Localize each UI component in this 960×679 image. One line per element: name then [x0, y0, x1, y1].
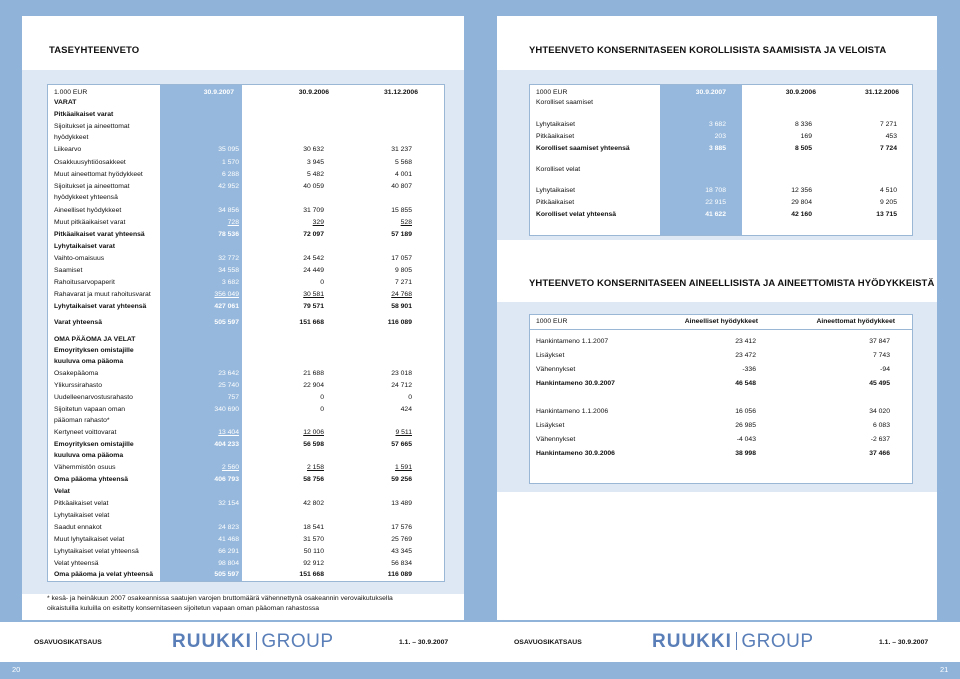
- column-2006-year-end: 31.12.2006: [383, 89, 418, 96]
- cell-c2: 24 542: [303, 255, 324, 262]
- cell-c1: 42 952: [218, 183, 239, 190]
- cell-c2: 3 945: [306, 159, 324, 166]
- cell-c1: 26 985: [735, 422, 756, 429]
- row-label: Saadut ennakot: [54, 524, 102, 531]
- cell-c1: 3 682: [221, 279, 239, 286]
- row-label: kuuluva oma pääoma: [54, 358, 124, 365]
- cell-c2: 2 158: [306, 464, 324, 471]
- cell-c3: 17 576: [391, 524, 412, 531]
- cell-c1: 505 597: [214, 319, 239, 326]
- row-label: Lyhytaikaiset: [536, 121, 576, 128]
- page-title: TASEYHTEENVETO: [49, 45, 140, 56]
- cell-c1: 22 915: [705, 199, 726, 206]
- row-label: Hankintameno 1.1.2007: [536, 338, 609, 345]
- cell-c2: 30 632: [303, 146, 324, 153]
- cell-c1: 3 682: [708, 121, 726, 128]
- assets-panel: [497, 302, 937, 492]
- cell-c1: 18 708: [705, 187, 726, 194]
- row-label: Liikearvo: [54, 146, 82, 153]
- row-label: Pitkäaikaiset varat: [54, 111, 114, 118]
- cell-c3: 17 057: [391, 255, 412, 262]
- row-label: Vaihto-omaisuus: [54, 255, 105, 262]
- row-label: Oma pääoma yhteensä: [54, 476, 129, 483]
- row-label: Lyhytaikaiset varat yhteensä: [54, 303, 147, 310]
- footnote: [47, 594, 447, 614]
- row-label: Lyhytaikaiset velat: [54, 512, 110, 519]
- row-label: Velat yhteensä: [54, 560, 99, 567]
- cell-c3: 58 901: [391, 303, 412, 310]
- row-label: Sijoitukset ja aineettomat: [54, 123, 130, 130]
- row-label: Emoyrityksen omistajille: [54, 347, 134, 354]
- cell-c3: 9 805: [394, 267, 412, 274]
- cell-c1: 23 642: [218, 370, 239, 377]
- cell-c3: 24 768: [391, 291, 412, 298]
- unit-label: 1000 EUR: [536, 318, 568, 325]
- unit-label: 1.000 EUR: [54, 89, 88, 96]
- logo-word: RUUKKI: [172, 631, 252, 652]
- cell-c1: 203: [714, 133, 726, 140]
- cell-c2: 30 581: [303, 291, 324, 298]
- cell-c3: 0: [408, 394, 412, 401]
- cell-c2: 40 059: [303, 183, 324, 190]
- row-label: Lyhytaikaiset velat yhteensä: [54, 548, 139, 555]
- row-label: Pitkäaikaiset velat: [54, 500, 109, 507]
- cell-c3: 424: [400, 406, 412, 413]
- cell-c3: 4 510: [879, 187, 897, 194]
- cell-c1: -4 043: [736, 436, 756, 443]
- left-page: [22, 16, 464, 620]
- cell-c1: 32 154: [218, 500, 239, 507]
- row-label: Varat yhteensä: [54, 319, 102, 326]
- right-page: [497, 16, 937, 620]
- cell-c1: 23 472: [735, 352, 756, 359]
- row-label: Vähennykset: [536, 436, 576, 443]
- column-2007: 30.9.2007: [203, 89, 234, 96]
- row-label: Lyhytaikaiset: [536, 187, 576, 194]
- cell-c1: 34 558: [218, 267, 239, 274]
- section-title-assets: YHTEENVETO KONSERNITASEEN AINEELLISISTA JA AINEETTOMISTA HYÖDYKKEISTÄ: [529, 278, 935, 289]
- cell-c1: 6 288: [221, 171, 239, 178]
- cell-c2: 45 495: [869, 380, 890, 387]
- cell-c2: 24 449: [303, 267, 324, 274]
- cell-c3: 5 568: [394, 159, 412, 166]
- row-label: Muut aineettomat hyödykkeet: [54, 171, 143, 178]
- cell-c1: 66 291: [218, 548, 239, 555]
- cell-c2: 329: [312, 219, 324, 226]
- page-number-right: 21: [940, 665, 949, 674]
- cell-c2: 58 756: [303, 476, 324, 483]
- row-label: Lisäykset: [536, 352, 565, 359]
- row-label: OMA PÄÄOMA JA VELAT: [54, 336, 136, 343]
- row-label: Muut lyhytaikaiset velat: [54, 536, 125, 543]
- cell-c3: 23 018: [391, 370, 412, 377]
- column-2007: 30.9.2007: [695, 89, 726, 96]
- balance-table: [47, 84, 445, 582]
- row-label: Korolliset saamiset: [536, 99, 594, 106]
- logo-word: RUUKKI: [652, 631, 732, 652]
- row-label: hyödykkeet yhteensä: [54, 194, 118, 201]
- cell-c3: 15 855: [391, 207, 412, 214]
- row-label: Hankintameno 30.9.2007: [536, 380, 615, 387]
- row-label: Emoyrityksen omistajille: [54, 441, 134, 448]
- cell-c3: 25 769: [391, 536, 412, 543]
- cell-c1: 46 548: [735, 380, 756, 387]
- row-label: Saamiset: [54, 267, 83, 274]
- footer-period: 1.1. – 30.9.2007: [399, 639, 449, 646]
- cell-c2: 7 743: [872, 352, 890, 359]
- row-label: Velat: [54, 488, 70, 495]
- logo-word: GROUP: [741, 631, 814, 652]
- cell-c3: 7 724: [879, 145, 897, 152]
- cell-c1: 98 804: [218, 560, 239, 567]
- cell-c2: 92 912: [303, 560, 324, 567]
- cell-c3: 13 489: [391, 500, 412, 507]
- row-label: Rahavarat ja muut rahoitusvarat: [54, 291, 151, 298]
- cell-c2: 12 356: [791, 187, 812, 194]
- cell-c1: 41 468: [218, 536, 239, 543]
- row-label: Lyhytaikaiset varat: [54, 243, 115, 250]
- row-label: Sijoitukset ja aineettomat: [54, 183, 130, 190]
- cell-c1: 1 570: [221, 159, 239, 166]
- cell-c2: 50 110: [303, 548, 324, 555]
- cell-c1: 2 560: [221, 464, 239, 471]
- cell-c2: 151 668: [299, 319, 324, 326]
- cell-c3: 56 834: [391, 560, 412, 567]
- cell-c1: 406 793: [214, 476, 239, 483]
- cell-c2: 0: [320, 394, 324, 401]
- row-label: Uudelleenarvostusrahasto: [54, 394, 133, 401]
- cell-c2: 8 336: [794, 121, 812, 128]
- cell-c2: 5 482: [306, 171, 324, 178]
- cell-c3: 7 271: [394, 279, 412, 286]
- column-tangible: Aineelliset hyödykkeet: [684, 318, 758, 325]
- cell-c1: 41 622: [705, 211, 726, 218]
- row-label: hyödykkeet: [54, 134, 89, 141]
- cell-c2: 169: [800, 133, 812, 140]
- cell-c2: -2 637: [870, 436, 890, 443]
- interest-table: [529, 84, 913, 236]
- cell-c3: 1 591: [394, 464, 412, 471]
- cell-c2: 31 570: [303, 536, 324, 543]
- row-label: kuuluva oma pääoma: [54, 452, 124, 459]
- cell-c2: 0: [320, 279, 324, 286]
- row-label: Vähemmistön osuus: [54, 464, 116, 471]
- interest-panel: [497, 70, 937, 240]
- cell-c2: 18 541: [303, 524, 324, 531]
- row-label: Korolliset velat yhteensä: [536, 211, 617, 218]
- footer-left: [0, 622, 480, 662]
- header-divider: [530, 329, 912, 330]
- cell-c1: 356 049: [214, 291, 239, 298]
- cell-c1: 3 885: [708, 145, 726, 152]
- row-label: Sijoitetun vapaan oman: [54, 406, 126, 413]
- cell-c1: 23 412: [735, 338, 756, 345]
- row-label: Hankintameno 1.1.2006: [536, 408, 609, 415]
- cell-c2: 0: [320, 406, 324, 413]
- balance-panel: [22, 70, 464, 594]
- row-label: Rahoitusarvopaperit: [54, 279, 115, 286]
- cell-c2: 12 006: [303, 429, 324, 436]
- cell-c2: 42 802: [303, 500, 324, 507]
- cell-c2: 56 598: [303, 441, 324, 448]
- cell-c1: 78 536: [218, 231, 239, 238]
- cell-c3: 57 189: [391, 231, 412, 238]
- footer-right: [480, 622, 960, 662]
- cell-c3: 116 089: [387, 571, 412, 578]
- footer-period: 1.1. – 30.9.2007: [879, 639, 929, 646]
- cell-c3: 59 256: [391, 476, 412, 483]
- logo-divider: [736, 632, 738, 650]
- cell-c2: 31 709: [303, 207, 324, 214]
- row-label: pääoman rahasto*: [54, 417, 110, 424]
- row-label: Ylikurssirahasto: [54, 382, 102, 389]
- cell-c1: 34 856: [218, 207, 239, 214]
- cell-c3: 9 205: [879, 199, 897, 206]
- row-label: Pitkäaikaiset: [536, 133, 575, 140]
- cell-c2: 79 571: [303, 303, 324, 310]
- cell-c3: 9 511: [395, 429, 412, 436]
- row-label: VARAT: [54, 99, 77, 106]
- footnote-line: * kesä- ja heinäkuun 2007 osakeannissa saatujen varojen bruttomäärä vähennettynä osakeannin verovaikutuksella: [47, 595, 393, 602]
- cell-c2: 72 097: [303, 231, 324, 238]
- row-label: Korolliset saamiset yhteensä: [536, 145, 630, 152]
- cell-c2: 8 505: [794, 145, 812, 152]
- row-label: Korolliset velat: [536, 166, 581, 173]
- section-title-interest: YHTEENVETO KONSERNITASEEN KOROLLISISTA SAAMISISTA JA VELOISTA: [529, 45, 887, 56]
- cell-c2: -94: [880, 366, 890, 373]
- cell-c2: 6 083: [872, 422, 890, 429]
- row-label: Muut pitkäaikaiset varat: [54, 219, 126, 226]
- cell-c1: 757: [227, 394, 239, 401]
- row-label: Pitkäaikaiset: [536, 199, 575, 206]
- row-label: Kertyneet voittovarat: [54, 429, 117, 436]
- footer-report-label: OSAVUOSIKATSAUS: [514, 639, 582, 646]
- column-2006: 30.9.2006: [298, 89, 329, 96]
- cell-c2: 37 466: [869, 450, 890, 457]
- ruukki-group-logo: [652, 631, 814, 653]
- cell-c2: 34 020: [869, 408, 890, 415]
- row-label: Aineelliset hyödykkeet: [54, 207, 122, 214]
- highlight-column: [660, 85, 742, 235]
- cell-c1: 427 061: [214, 303, 239, 310]
- footnote-line: oikaistuilla kuluilla on esitetty konsernitaseen sijoitetun vapaan oman pääoman rahastossa: [47, 605, 320, 612]
- cell-c3: 43 345: [391, 548, 412, 555]
- logo-word: GROUP: [261, 631, 334, 652]
- cell-c2: 151 668: [299, 571, 324, 578]
- cell-c1: 13 404: [218, 429, 239, 436]
- cell-c1: 24 823: [218, 524, 239, 531]
- cell-c3: 24 712: [391, 382, 412, 389]
- cell-c1: 728: [227, 219, 239, 226]
- cell-c1: 32 772: [218, 255, 239, 262]
- footer-report-label: OSAVUOSIKATSAUS: [34, 639, 102, 646]
- cell-c3: 57 665: [391, 441, 412, 448]
- page-number-left: 20: [12, 665, 21, 674]
- cell-c3: 31 237: [391, 146, 412, 153]
- row-label: Lisäykset: [536, 422, 565, 429]
- cell-c2: 37 847: [869, 338, 890, 345]
- cell-c3: 116 089: [387, 319, 412, 326]
- cell-c1: 404 233: [214, 441, 239, 448]
- row-label: Oma pääoma ja velat yhteensä: [54, 571, 153, 578]
- row-label: Hankintameno 30.9.2006: [536, 450, 615, 457]
- cell-c1: 16 056: [735, 408, 756, 415]
- cell-c1: 25 740: [218, 382, 239, 389]
- cell-c3: 4 001: [394, 171, 412, 178]
- row-label: Vähennykset: [536, 366, 576, 373]
- logo-divider: [256, 632, 258, 650]
- column-intangible: Aineettomat hyödykkeet: [816, 318, 895, 325]
- column-2006-year-end: 31.12.2006: [864, 89, 899, 96]
- cell-c2: 29 804: [791, 199, 812, 206]
- unit-label: 1000 EUR: [536, 89, 568, 96]
- cell-c3: 528: [400, 219, 412, 226]
- cell-c3: 40 807: [391, 183, 412, 190]
- cell-c1: -336: [742, 366, 756, 373]
- cell-c3: 13 715: [876, 211, 897, 218]
- cell-c1: 505 597: [214, 571, 239, 578]
- cell-c1: 38 998: [735, 450, 756, 457]
- cell-c1: 340 690: [214, 406, 239, 413]
- cell-c2: 21 688: [303, 370, 324, 377]
- row-label: Pitkäaikaiset varat yhteensä: [54, 231, 145, 238]
- cell-c3: 7 271: [879, 121, 897, 128]
- cell-c2: 22 904: [303, 382, 324, 389]
- cell-c2: 42 160: [791, 211, 812, 218]
- row-label: Osakkuusyhtiöosakkeet: [54, 159, 126, 166]
- cell-c1: 35 095: [218, 146, 239, 153]
- ruukki-group-logo: [172, 631, 334, 653]
- column-2006: 30.9.2006: [785, 89, 816, 96]
- cell-c3: 453: [885, 133, 897, 140]
- assets-table: [529, 314, 913, 484]
- row-label: Osakepääoma: [54, 370, 99, 377]
